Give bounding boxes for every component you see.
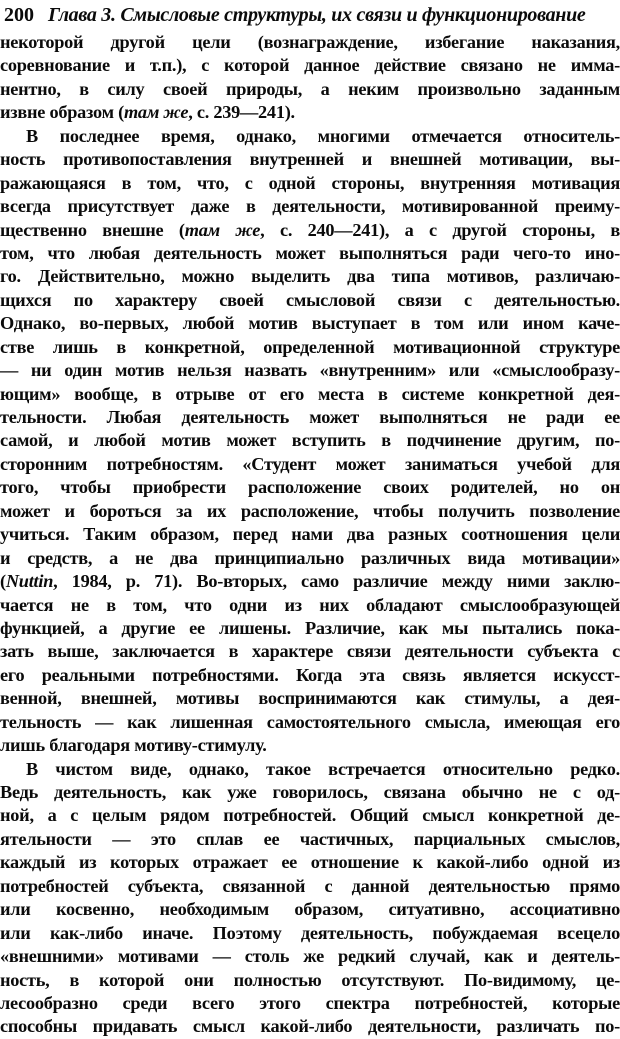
- page-number: 200: [4, 4, 34, 26]
- text-line: соревнование и т.п.), с которой данное действие связано не имма-: [0, 55, 620, 76]
- text-line: учиться. Таким образом, перед нами два разных соотношения цели: [0, 524, 620, 545]
- text-line: (Nuttin, 1984, p. 71). Во-вторых, само различие между ними заклю-: [0, 571, 620, 592]
- text-line: ражающаяся в том, что, с одной стороны, внутренняя мотивация: [0, 172, 620, 193]
- text-line: сторонним потребностям. «Студент может заниматься учебой для: [0, 453, 620, 474]
- text-line: самой, и любой мотив может вступить в подчинение другим, по-: [0, 430, 620, 451]
- text-line: том, что любая деятельность может выполняться ради чего-то ино-: [0, 242, 620, 263]
- text-line: и средств, а не два принципиально различных вида мотивации»: [0, 547, 620, 568]
- text-line: «внешними» мотивами — столь же редкий случай, как и деятель-: [0, 946, 620, 967]
- text-line: тельность — как лишенная самостоятельного смысла, имеющая его: [0, 711, 620, 732]
- text-line: го. Действительно, можно выделить два типа мотивов, различаю-: [0, 266, 620, 287]
- text-line: — ни один мотив нельзя назвать «внутренним» или «смыслообразу-: [0, 360, 620, 381]
- text-line: чается не в том, что одни из них обладают смыслообразующей: [0, 594, 620, 615]
- text-line: каждый из которых отражает ее отношение к какой-либо одной из: [0, 852, 620, 873]
- running-header: [4, 2, 618, 28]
- text-line: В чистом виде, однако, такое встречается относительно редко.: [26, 758, 620, 779]
- text-line: извне образом (там же, с. 239—241).: [0, 102, 295, 123]
- text-line: Однако, во-первых, любой мотив выступает в том или ином каче-: [0, 313, 620, 334]
- text-line: некоторой другой цели (вознаграждение, избегание наказания,: [0, 32, 620, 52]
- text-line: лишь благодаря мотиву-стимулу.: [0, 735, 267, 756]
- text-line: всегда присутствует даже в деятельности, мотивированной преиму-: [0, 196, 620, 217]
- text-line: его реальными потребностями. Когда эта связь является искусст-: [0, 664, 620, 685]
- text-line: или как-либо иначе. Поэтому деятельность, побуждаемая всецело: [0, 922, 620, 943]
- text-line: лесообразно среди всего этого спектра потребностей, которые: [0, 992, 620, 1013]
- text-line: щественно внешне (там же, с. 240—241), а с другой стороны, в: [0, 219, 620, 240]
- body-text: [0, 31, 620, 1039]
- text-line: тельности. Любая деятельность может выполняться не ради ее: [0, 407, 620, 427]
- text-line: ной, а с целым рядом потребностей. Общий смысл конкретной де-: [0, 805, 620, 826]
- text-line: Ведь деятельность, как уже говорилось, связана обычно не с од-: [0, 782, 620, 802]
- citation-italic: там же: [184, 219, 261, 240]
- text-line: зать выше, заключается в характере связи деятельности субъекта с: [0, 641, 620, 662]
- text-line: стве лишь в конкретной, определенной мотивационной структуре: [0, 336, 620, 357]
- text-line: ность, в которой они полностью отсутствуют. По-видимому, це-: [0, 969, 620, 990]
- text-line: потребностей субъекта, связанной с данной деятельностью прямо: [0, 875, 620, 896]
- text-line: ность противопоставления внутренней и внешней мотивации, вы-: [0, 149, 620, 170]
- text-line: или косвенно, необходимым образом, ситуативно, ассоциативно: [0, 899, 620, 920]
- chapter-title: Глава 3. Смысловые структуры, их связи и функционирование: [48, 4, 586, 26]
- text-line: нентно, в силу своей природы, а неким произвольно заданным: [0, 78, 620, 99]
- text-line: В последнее время, однако, многими отмечается относитель-: [26, 125, 620, 146]
- citation-italic: Nuttin: [5, 571, 54, 592]
- text-line: щихся по характеру своей смысловой связи с деятельностью.: [0, 289, 620, 310]
- text-line: того, чтобы приобрести расположение своих родителей, но он: [0, 477, 620, 498]
- text-line: может и бороться за их расположение, чтобы получить позволение: [0, 500, 620, 521]
- text-line: ятельности — это сплав ее частичных, парциальных смыслов,: [0, 828, 620, 849]
- citation-italic: там же: [123, 102, 189, 123]
- text-line: ющим» вообще, в отрыве от его места в системе конкретной дея-: [0, 383, 620, 404]
- text-line: способны придавать смысл какой-либо деятельности, различать по-: [0, 1016, 620, 1037]
- text-line: функцией, а другие ее лишены. Различие, как мы пытались пока-: [0, 617, 620, 638]
- text-line: венной, внешней, мотивы воспринимаются как стимулы, а дея-: [0, 688, 620, 709]
